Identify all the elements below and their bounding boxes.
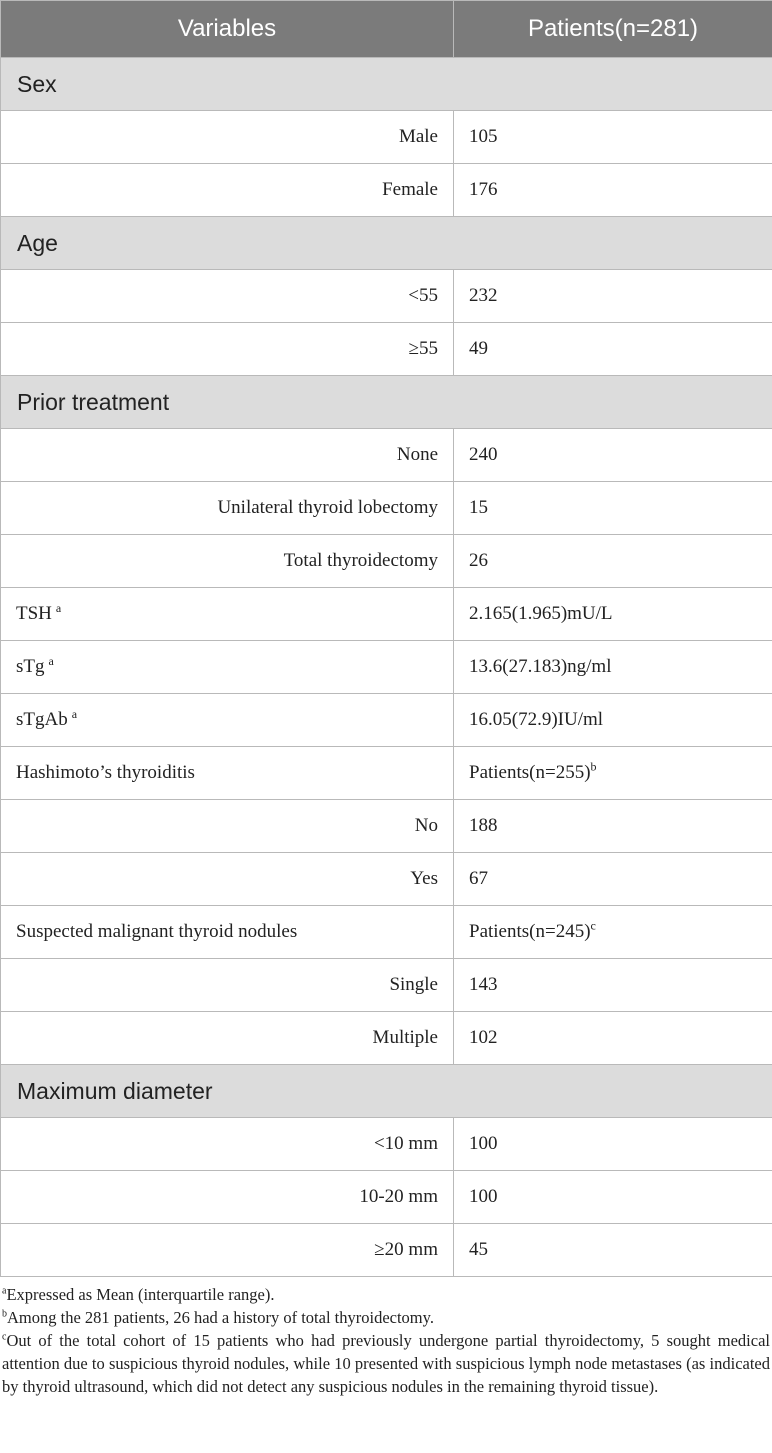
row-value: [454, 853, 772, 906]
section-row: [1, 1065, 772, 1118]
footnote-mark: b: [590, 759, 597, 774]
row-value: [454, 1171, 772, 1224]
row-value-text: 232: [469, 285, 498, 306]
row-label: [1, 747, 454, 800]
row-label: [1, 959, 454, 1012]
table-row: [1, 270, 772, 323]
row-value-text: 188: [469, 815, 498, 836]
row-label-text: sTgAb: [16, 709, 68, 730]
row-label-text: None: [396, 444, 438, 465]
row-value: [454, 959, 772, 1012]
row-value: [454, 1012, 772, 1065]
table-row: [1, 323, 772, 376]
row-value-text: 67: [469, 868, 488, 889]
footnote-mark: a: [48, 653, 54, 668]
section-row: [1, 58, 772, 111]
section-label: Sex: [1, 58, 772, 111]
variable-row: [1, 641, 772, 694]
footnote-mark: c: [590, 918, 596, 933]
row-value-text: 105: [469, 126, 498, 147]
section-label: Prior treatment: [1, 376, 772, 429]
row-value-text: 240: [469, 444, 498, 465]
row-label: [1, 800, 454, 853]
footnote-mark: a: [2, 1285, 7, 1297]
section-row: [1, 376, 772, 429]
row-value: [454, 1224, 772, 1277]
section-label: Age: [1, 217, 772, 270]
row-value-text: Patients(n=255): [469, 762, 591, 783]
table-row: [1, 111, 772, 164]
row-label-text: <55: [408, 285, 438, 306]
row-label-text: TSH: [16, 603, 52, 624]
footnote-mark: a: [71, 706, 78, 721]
row-label-text: Total thyroidectomy: [283, 550, 438, 571]
row-label: [1, 270, 454, 323]
table-row: [1, 959, 772, 1012]
table-row: [1, 1171, 772, 1224]
row-label-text: Multiple: [372, 1027, 438, 1048]
row-value-text: Patients(n=245): [469, 921, 591, 942]
section-row: [1, 217, 772, 270]
row-value-text: 176: [469, 179, 498, 200]
row-value: [454, 482, 772, 535]
row-label: [1, 482, 454, 535]
table-row: [1, 800, 772, 853]
table-row: [1, 1224, 772, 1277]
row-value: [454, 588, 772, 641]
footnote-text: Expressed as Mean (interquartile range).: [6, 1285, 275, 1304]
row-value: [454, 270, 772, 323]
row-value: [454, 164, 772, 217]
header-variables: Variables: [1, 1, 454, 58]
section-label: Maximum diameter: [1, 1065, 772, 1118]
row-value: [454, 800, 772, 853]
row-value-text: 16.05(72.9)IU/ml: [469, 709, 604, 730]
row-label: [1, 1224, 454, 1277]
row-value: [454, 694, 772, 747]
table-header: [1, 1, 772, 58]
row-label-text: Hashimoto’s thyroiditis: [16, 762, 195, 783]
row-label: [1, 323, 454, 376]
row-value-text: 49: [469, 338, 488, 359]
row-label: [1, 429, 454, 482]
row-value: [454, 747, 772, 800]
row-value-text: 143: [469, 974, 498, 995]
row-value-text: 2.165(1.965)mU/L: [469, 603, 613, 624]
variable-row: [1, 906, 772, 959]
row-label-text: sTg: [16, 656, 45, 677]
row-label-text: Unilateral thyroid lobectomy: [217, 497, 438, 518]
table-row: [1, 853, 772, 906]
row-value-text: 100: [469, 1186, 498, 1207]
header-patients: Patients(n=281): [454, 1, 772, 58]
row-value-text: 102: [469, 1027, 498, 1048]
row-value-text: 15: [469, 497, 488, 518]
table-row: [1, 164, 772, 217]
row-value: [454, 111, 772, 164]
row-value: [454, 535, 772, 588]
variable-row: [1, 588, 772, 641]
row-value: [454, 429, 772, 482]
row-label: [1, 853, 454, 906]
row-label: [1, 1118, 454, 1171]
row-label-text: ≥55: [408, 338, 438, 359]
footnote-mark: b: [2, 1308, 7, 1320]
footnote-mark: c: [2, 1331, 7, 1343]
footnote: [2, 1329, 770, 1398]
table-row: [1, 1118, 772, 1171]
row-value-text: 45: [469, 1239, 488, 1260]
row-label-text: <10 mm: [373, 1133, 438, 1154]
row-value: [454, 323, 772, 376]
row-label-text: Suspected malignant thyroid nodules: [16, 921, 298, 942]
row-value: [454, 641, 772, 694]
row-label: [1, 111, 454, 164]
row-value-text: 100: [469, 1133, 498, 1154]
footnotes: [0, 1277, 772, 1398]
row-label: [1, 906, 454, 959]
table-row: [1, 1012, 772, 1065]
header-row: [1, 1, 772, 58]
row-label: [1, 1012, 454, 1065]
table-body: [1, 58, 772, 1277]
row-value-text: 13.6(27.183)ng/ml: [469, 656, 612, 677]
row-label-text: 10-20 mm: [359, 1186, 438, 1207]
row-label-text: Single: [389, 974, 438, 995]
row-value: [454, 1118, 772, 1171]
row-label-text: Female: [382, 179, 438, 200]
row-value-text: 26: [469, 550, 488, 571]
row-label-text: No: [414, 815, 438, 836]
row-label-text: Yes: [410, 868, 438, 889]
footnote-mark: a: [55, 600, 62, 615]
row-label: [1, 641, 454, 694]
row-label: [1, 535, 454, 588]
table-row: [1, 482, 772, 535]
variable-row: [1, 747, 772, 800]
footnote: [2, 1283, 770, 1306]
variable-row: [1, 694, 772, 747]
row-label: [1, 588, 454, 641]
footnote-text: Among the 281 patients, 26 had a history of total thyroidectomy.: [7, 1308, 434, 1327]
row-label: [1, 164, 454, 217]
row-label: [1, 694, 454, 747]
row-label-text: Male: [398, 126, 438, 147]
footnote: [2, 1306, 770, 1329]
table-row: [1, 535, 772, 588]
row-value: [454, 906, 772, 959]
row-label: [1, 1171, 454, 1224]
row-label-text: ≥20 mm: [374, 1239, 438, 1260]
footnote-text: Out of the total cohort of 15 patients who had previously undergone partial thyroidectomy, 5 sought medical attention due to suspicious thyroid nodules, while 10 presented with suspicious lymph node metastases (as indicated by thyroid ultrasound, which did not detect any suspicious nodules in the remaining thyroid tissue).: [2, 1331, 770, 1396]
table-row: [1, 429, 772, 482]
